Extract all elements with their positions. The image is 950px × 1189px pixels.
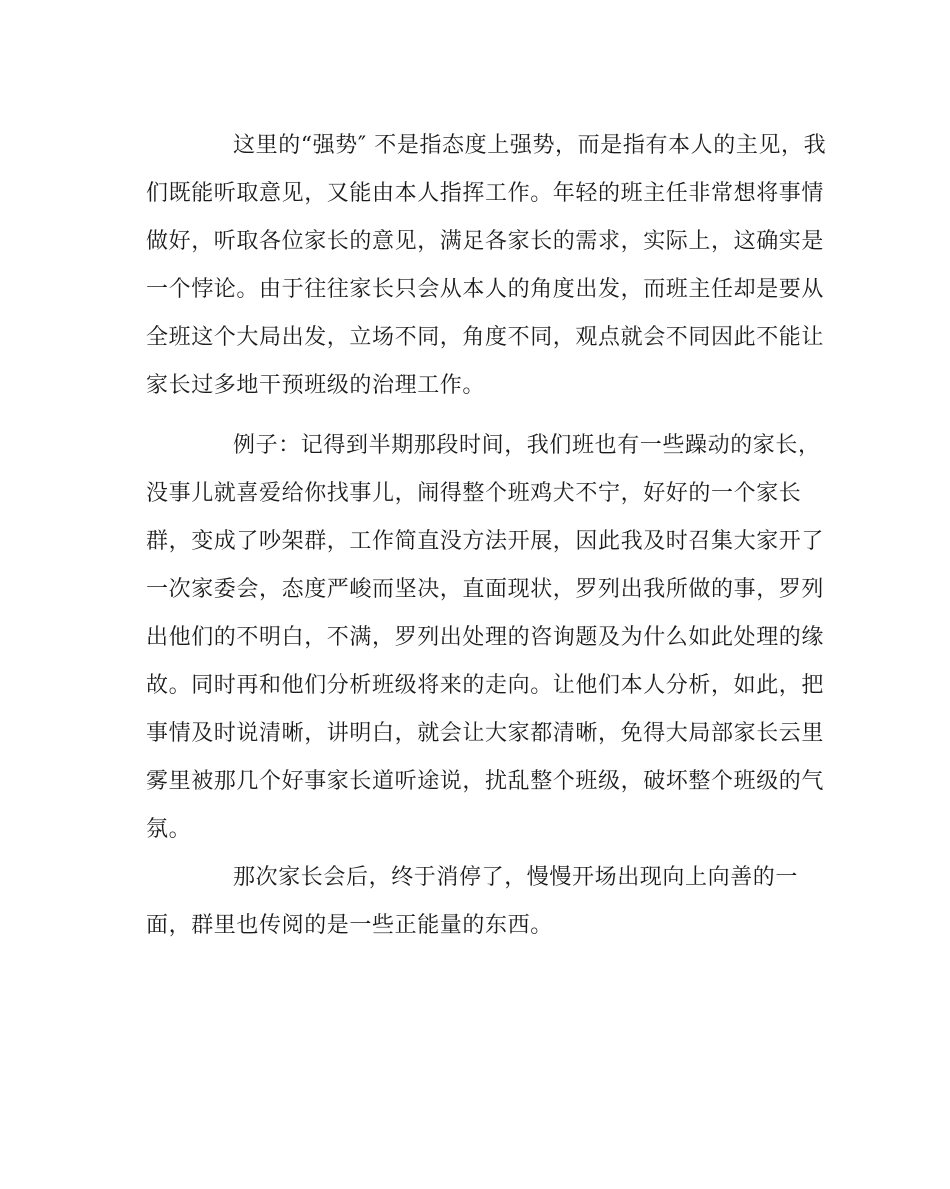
text-line: 出他们的不明白，不满，罗列出处理的咨询题及为什么如此处理的缘 (146, 625, 825, 650)
text-line: 这里的“强势″ 不是指态度上强势，而是指有本人的主见，我 (233, 133, 827, 158)
text-line: 氛。 (146, 817, 192, 842)
text-line: 事情及时说清晰，讲明白，就会让大家都清晰，免得大局部家长云里 (146, 721, 825, 746)
text-line: 雾里被那几个好事家长道听途说，扰乱整个班级，破坏整个班级的气 (146, 769, 825, 794)
text-line: 例子：记得到半期那段时间，我们班也有一些躁动的家长， (233, 433, 821, 458)
text-line: 全班这个大局出发，立场不同，角度不同，观点就会不同因此不能让 (146, 325, 825, 350)
text-line: 没事儿就喜爱给你找事儿，闹得整个班鸡犬不宁，好好的一个家长 (146, 481, 802, 506)
text-line: 群，变成了吵架群，工作简直没方法开展，因此我及时召集大家开了 (146, 529, 825, 554)
text-line: 家长过多地干预班级的治理工作。 (146, 373, 486, 398)
text-line: 一个悖论。由于往往家长只会从本人的角度出发，而班主任却是要从 (146, 277, 825, 302)
text-line: 们既能听取意见，又能由本人指挥工作。年轻的班主任非常想将事情 (146, 181, 825, 206)
text-line: 面，群里也传阅的是一些正能量的东西。 (146, 913, 553, 938)
text-line: 一次家委会，态度严峻而坚决，直面现状，罗列出我所做的事，罗列 (146, 577, 825, 602)
text-line: 故。同时再和他们分析班级将来的走向。让他们本人分析，如此，把 (146, 673, 825, 698)
text-line: 那次家长会后，终于消停了，慢慢开场出现向上向善的一 (233, 865, 799, 890)
text-line: 做好，听取各位家长的意见，满足各家长的需求，实际上，这确实是 (146, 229, 825, 254)
